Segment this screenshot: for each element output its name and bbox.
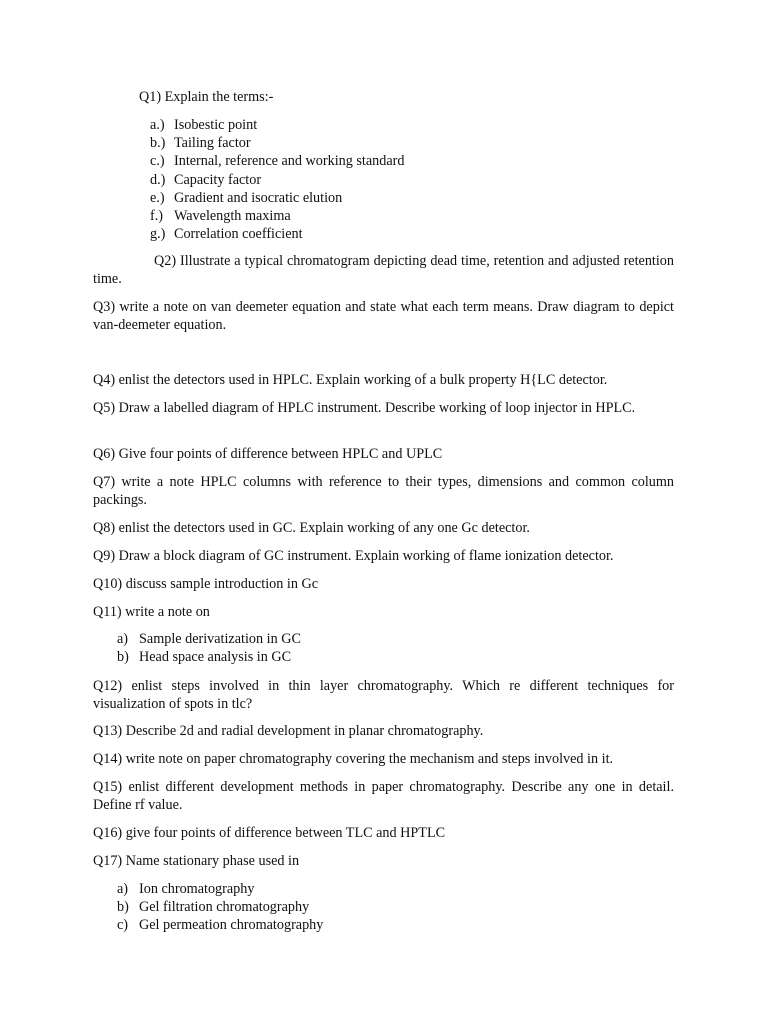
list-text: Sample derivatization in GC bbox=[139, 631, 301, 647]
question-16: Q16) give four points of difference between TLC and HPTLC bbox=[93, 825, 446, 841]
list-text: Internal, reference and working standard bbox=[174, 153, 405, 170]
question-5: Q5) Draw a labelled diagram of HPLC instrument. Describe working of loop injector in HPLC. bbox=[93, 400, 636, 416]
list-text: Tailing factor bbox=[174, 135, 251, 152]
list-label: g.) bbox=[150, 226, 166, 243]
list-item bbox=[150, 134, 404, 152]
list-text: Capacity factor bbox=[174, 171, 262, 188]
list-item bbox=[150, 171, 404, 189]
question-12: Q12) enlist steps involved in thin layer chromatography. Which re different techniques for visualization of spots in tlc? bbox=[93, 678, 674, 712]
question-11-list bbox=[117, 630, 301, 666]
list-label: a) bbox=[117, 881, 129, 897]
list-item bbox=[117, 630, 301, 648]
list-text: Isobestic point bbox=[174, 117, 258, 133]
list-text: Correlation coefficient bbox=[174, 226, 303, 243]
question-1: Q1) Explain the terms:- bbox=[139, 89, 274, 105]
list-text: Gel permeation chromatography bbox=[139, 917, 324, 934]
list-text: Head space analysis in GC bbox=[139, 649, 292, 666]
list-item bbox=[117, 648, 301, 666]
question-10: Q10) discuss sample introduction in Gc bbox=[93, 576, 318, 592]
list-item bbox=[150, 189, 404, 207]
question-13: Q13) Describe 2d and radial development in planar chromatography. bbox=[93, 723, 484, 739]
question-1-terms-list bbox=[150, 116, 404, 243]
list-text: Ion chromatography bbox=[139, 881, 255, 897]
list-label: e.) bbox=[150, 189, 165, 206]
list-label: b) bbox=[117, 649, 129, 666]
list-item bbox=[150, 152, 404, 170]
list-item bbox=[150, 207, 404, 225]
list-label: c) bbox=[117, 917, 129, 934]
list-label: b.) bbox=[150, 135, 166, 152]
list-item bbox=[150, 225, 404, 243]
question-6: Q6) Give four points of difference between HPLC and UPLC bbox=[93, 446, 443, 462]
list-label: f.) bbox=[150, 208, 163, 225]
question-14: Q14) write note on paper chromatography covering the mechanism and steps involved in it. bbox=[93, 751, 614, 767]
list-label: d.) bbox=[150, 171, 166, 188]
question-17: Q17) Name stationary phase used in bbox=[93, 853, 300, 869]
list-item bbox=[117, 916, 323, 934]
list-text: Wavelength maxima bbox=[174, 208, 291, 225]
question-3: Q3) write a note on van deemeter equation and state what each term means. Draw diagram to depict van-deemeter equation. bbox=[93, 299, 674, 333]
question-2: Q2) Illustrate a typical chromatogram depicting dead time, retention and adjusted retention time. bbox=[93, 253, 674, 287]
list-text: Gradient and isocratic elution bbox=[174, 189, 343, 206]
question-4: Q4) enlist the detectors used in HPLC. Explain working of a bulk property H{LC detector. bbox=[93, 372, 608, 388]
list-text: Gel filtration chromatography bbox=[139, 899, 310, 916]
list-label: c.) bbox=[150, 153, 165, 170]
question-8: Q8) enlist the detectors used in GC. Explain working of any one Gc detector. bbox=[93, 520, 530, 536]
list-label: a.) bbox=[150, 117, 165, 133]
question-7: Q7) write a note HPLC columns with reference to their types, dimensions and common column packings. bbox=[93, 474, 674, 508]
list-label: b) bbox=[117, 899, 129, 916]
question-15: Q15) enlist different development methods in paper chromatography. Describe any one in detail. Define rf value. bbox=[93, 779, 674, 813]
list-label: a) bbox=[117, 631, 129, 647]
list-item bbox=[117, 880, 323, 898]
list-item bbox=[117, 898, 323, 916]
question-9: Q9) Draw a block diagram of GC instrument. Explain working of flame ionization detector. bbox=[93, 548, 614, 564]
question-17-list bbox=[117, 880, 323, 935]
list-item bbox=[150, 116, 404, 134]
question-11: Q11) write a note on bbox=[93, 604, 210, 620]
